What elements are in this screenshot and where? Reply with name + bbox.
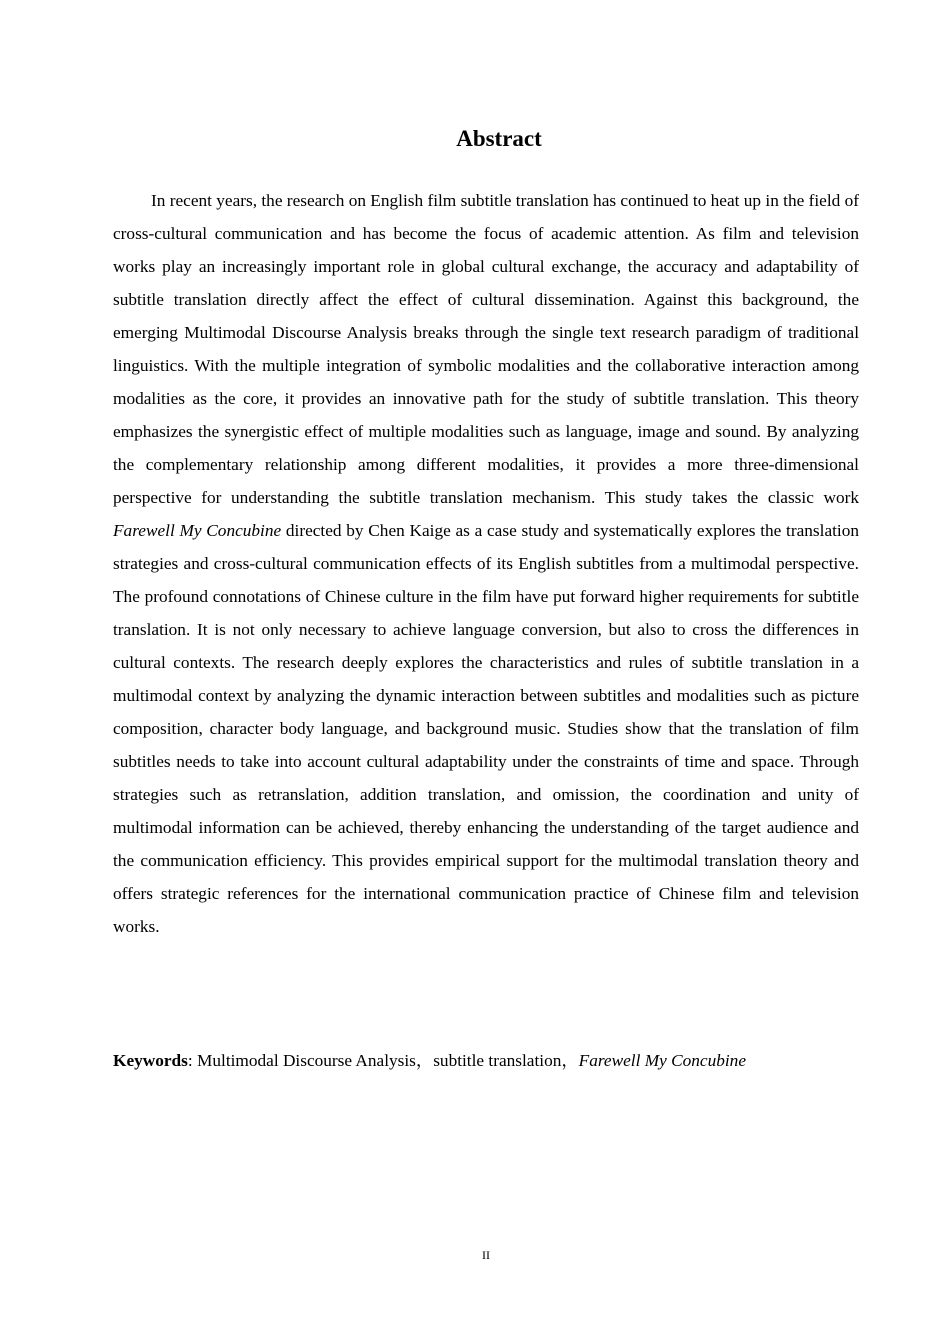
film-title: Farewell My Concubine (113, 521, 282, 540)
abstract-paragraph (113, 184, 859, 943)
keyword-separator: ， (415, 1051, 434, 1070)
abstract-text-part-1: In recent years, the research on English film subtitle translation has continued to heat up in the field of cross-cultural communication and has become the focus of academic attention. As film and television works play an increasingly important role in global cultural exchange, the accuracy and adaptability of subtitle translation directly affect the effect of cultural dissemination. Against this background, the emerging Multimodal Discourse Analysis breaks through the single text research paradigm of traditional linguistics. With the multiple integration of symbolic modalities and the collaborative interaction among modalities as the core, it provides an innovative path for the study of subtitle translation. This theory emphasizes the synergistic effect of multiple modalities such as language, image and sound. By analyzing the complementary relationship among different modalities, it provides a more three-dimensional perspective for understanding the subtitle translation mechanism. This study takes the classic work (113, 191, 859, 507)
keywords-label: Keywords (113, 1051, 188, 1070)
page-number: II (482, 1248, 490, 1262)
keyword-item: Farewell My Concubine (578, 1051, 746, 1070)
abstract-title: Abstract (456, 126, 542, 151)
keywords-colon: : (187, 1051, 198, 1070)
keyword-item: subtitle translation (433, 1051, 562, 1070)
keyword-item: Multimodal Discourse Analysis (197, 1051, 416, 1070)
keywords-line (113, 1044, 873, 1077)
abstract-text-part-2: directed by Chen Kaige as a case study and systematically explores the translation strategies and cross-cultural communication effects of its English subtitles from a multimodal perspective. The profound connotations of Chinese culture in the film have put forward higher requirements for subtitle translation. It is not only necessary to achieve language conversion, but also to cross the differences in cultural contexts. The research deeply explores the characteristics and rules of subtitle translation in a multimodal context by analyzing the dynamic interaction between subtitles and modalities such as picture composition, character body language, and background music. Studies show that the translation of film subtitles needs to take into account cultural adaptability under the constraints of time and space. Through strategies such as retranslation, addition translation, and omission, the coordination and unity of multimodal information can be achieved, thereby enhancing the understanding of the target audience and the communication efficiency. This provides empirical support for the multimodal translation theory and offers strategic references for the international communication practice of Chinese film and television works. (113, 521, 859, 936)
keyword-separator: ， (561, 1051, 579, 1070)
